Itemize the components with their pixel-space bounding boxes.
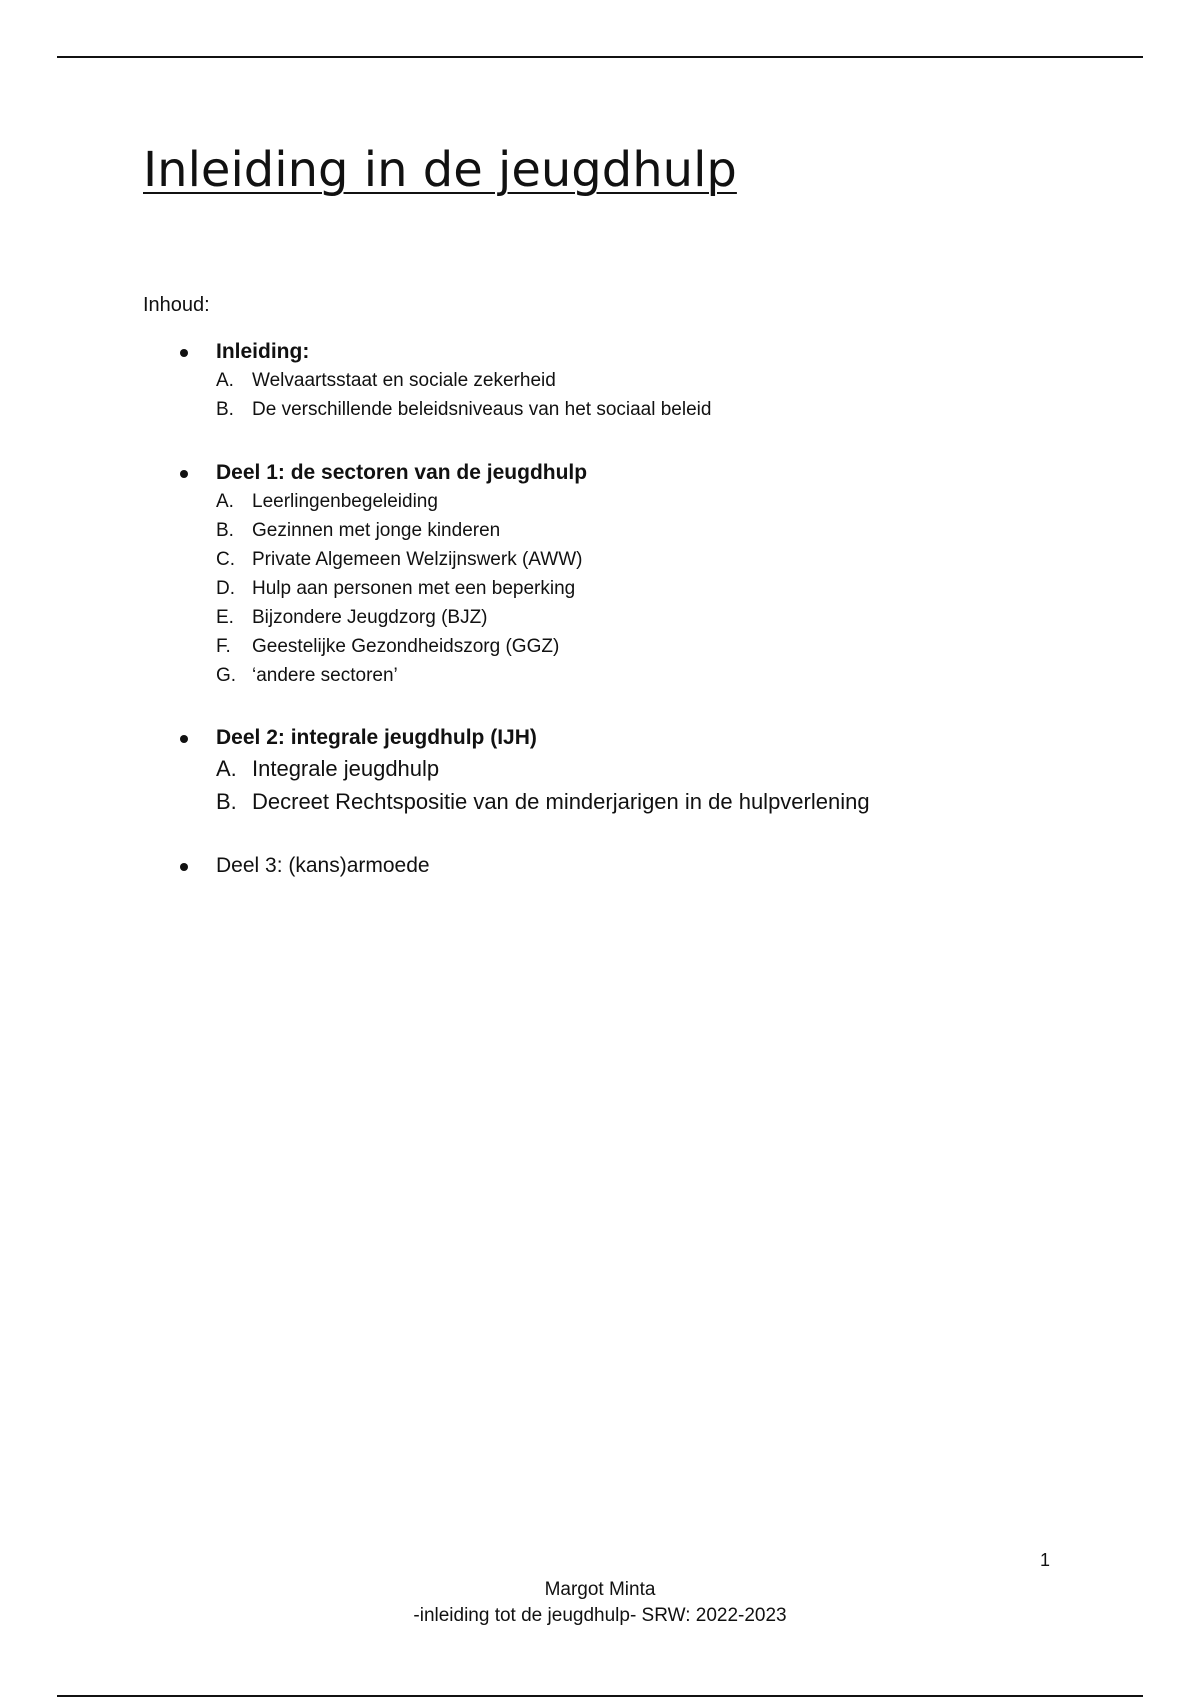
toc-subitem	[176, 545, 1076, 574]
toc-section-heading	[176, 852, 1076, 880]
toc-subitem-text: Leerlingenbegeleiding	[252, 491, 438, 512]
toc-subitem-letter: B.	[216, 789, 237, 814]
toc-subitem	[176, 603, 1076, 632]
bullet-icon	[180, 735, 188, 743]
footer-course: -inleiding tot de jeugdhulp- SRW: 2022-2023	[413, 1605, 787, 1626]
toc-section-heading-text: Inleiding:	[216, 340, 310, 363]
toc-subitem-letter: G.	[216, 665, 237, 686]
toc-label: Inhoud:	[143, 294, 210, 316]
footer-author: Margot Minta	[544, 1579, 656, 1600]
toc-subitem-text: Geestelijke Gezondheidszorg (GGZ)	[252, 636, 560, 657]
toc-section-deel-1	[176, 459, 1076, 690]
toc-subitem-text: Bijzondere Jeugdzorg (BJZ)	[252, 607, 488, 628]
footer-rule	[57, 1695, 1143, 1697]
toc-subitem-text: Integrale jeugdhulp	[252, 756, 440, 781]
bullet-icon	[180, 349, 188, 357]
bullet-icon	[180, 863, 188, 871]
toc-subitem-letter: E.	[216, 607, 234, 628]
header-rule	[57, 56, 1143, 58]
toc-subitems	[176, 366, 1076, 424]
toc-subitems	[176, 487, 1076, 690]
toc-subitem-text: Welvaartsstaat en sociale zekerheid	[252, 370, 556, 391]
toc-section-heading	[176, 459, 1076, 487]
page-number: 1	[1040, 1550, 1051, 1570]
toc-section-heading-text: Deel 2: integrale jeugdhulp (IJH)	[216, 726, 537, 749]
toc-section-heading-text: Deel 1: de sectoren van de jeugdhulp	[216, 461, 588, 484]
toc-section-heading	[176, 724, 1076, 752]
toc-subitem	[176, 574, 1076, 603]
toc-subitem	[176, 752, 1076, 785]
toc-subitem-letter: A.	[216, 756, 237, 781]
toc-subitem	[176, 395, 1076, 424]
toc-section-heading	[176, 338, 1076, 366]
toc-subitem-text: Gezinnen met jonge kinderen	[252, 520, 501, 541]
toc-section-deel-3	[176, 852, 1076, 880]
toc-subitem	[176, 487, 1076, 516]
toc-section-deel-2	[176, 724, 1076, 818]
toc-subitem-text: Hulp aan personen met een beperking	[252, 578, 576, 599]
toc-subitem-text: ‘andere sectoren’	[252, 665, 398, 686]
toc-subitem-letter: A.	[216, 370, 234, 391]
toc-subitem	[176, 661, 1076, 690]
toc-subitem	[176, 516, 1076, 545]
toc-subitem	[176, 366, 1076, 395]
toc-section-heading-text: Deel 3: (kans)armoede	[216, 854, 430, 877]
toc-subitem	[176, 632, 1076, 661]
toc-subitems	[176, 752, 1076, 818]
toc-subitem-text: Private Algemeen Welzijnswerk (AWW)	[252, 549, 583, 570]
toc-subitem-text: De verschillende beleidsniveaus van het sociaal beleid	[252, 399, 712, 420]
toc-subitem-letter: D.	[216, 578, 235, 599]
toc-subitem-letter: F.	[216, 636, 231, 657]
toc-subitem-letter: C.	[216, 549, 235, 570]
toc-subitem-letter: B.	[216, 399, 234, 420]
bullet-icon	[180, 470, 188, 478]
toc-section-inleiding	[176, 338, 1076, 424]
toc-subitem-letter: A.	[216, 491, 234, 512]
page-title: Inleiding in de jeugdhulp	[143, 142, 737, 198]
toc-subitem-letter: B.	[216, 520, 234, 541]
toc-subitem	[176, 785, 1076, 818]
toc-subitem-text: Decreet Rechtspositie van de minderjarigen in de hulpverlening	[252, 789, 870, 814]
